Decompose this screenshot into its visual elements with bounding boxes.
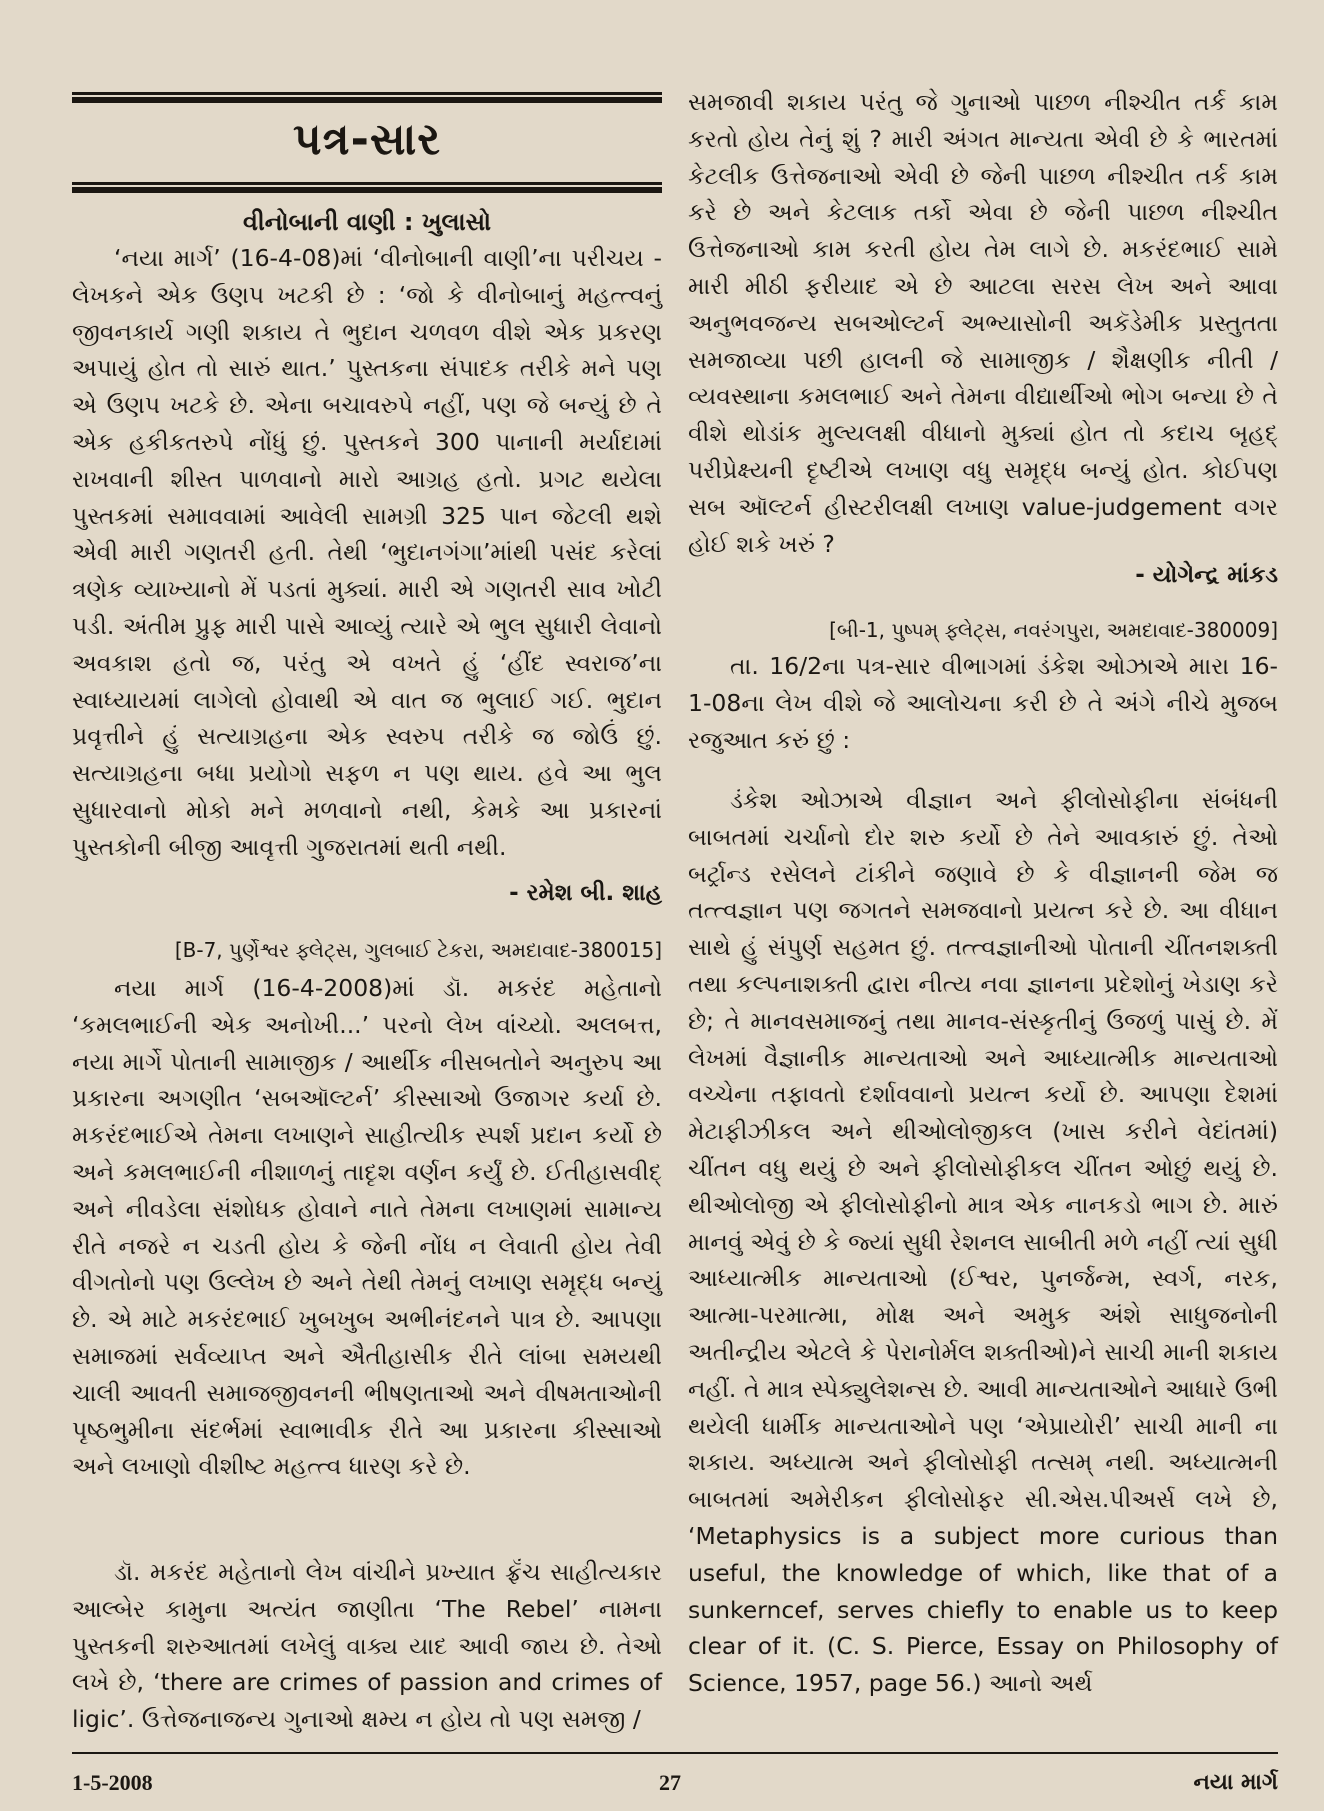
footer-date: 1-5-2008 [72, 1770, 153, 1795]
page-title: પત્ર-સાર [292, 114, 442, 165]
letter3-intro: તા. 16/2ના પત્ર-સાર વીભાગમાં ડંકેશ ઓઝાએ મારા 16-1-08ના લેખ વીશે જે આલોચના કરી છે તે અંગે નીચે મુજબ રજુઆત કરું છું : [688, 652, 1278, 754]
letter1-heading: વીનોબાની વાણી : ખુલાસો [242, 208, 492, 236]
footer-page-number: 27 [659, 1770, 681, 1795]
letter2-address: [બી-1, પુષ્પમ્ ફ્લેટ્સ, નવરંગપુરા, અમદાવાદ-380009] [829, 618, 1278, 642]
letter3-body: ડંકેશ ઓઝાએ વીજ્ઞાન અને ફીલોસોફીના સંબંધની બાબતમાં ચર્ચાનો દોર શરુ કર્યો છે તેને આવકારું છું. તેઓ બર્ટ્રાન્ડ રસેલને ટાંકીને જણાવે છે કે વીજ્ઞાનની જેમ જ તત્ત્વજ્ઞાન પણ જગતને સમજવાનો પ્રયત્ન કરે છે. આ વીધાન સાથે હું સંપુર્ણ સહમત છું. તત્ત્વજ્ઞાનીઓ પોતાની ચીંતનશક્તી તથા કલ્પનાશક્તી દ્વારા નીત્ય નવા જ્ઞાનના પ્રદેશોનું ખેડાણ કરે છે; તે માનવસમાજનું તથા માનવ-સંસ્કૃતીનું ઉજળું પાસું છે. મેં લેખમાં વૈજ્ઞાનીક માન્યતાઓ અને આધ્યાત્મીક માન્યતાઓ વચ્ચેના તફાવતો દર્શાવવાનો પ્રયત્ન કર્યો છે. આપણા દેશમાં મેટાફીઝીકલ અને થીઓલોજીકલ (ખાસ કરીને વેદાંતમાં) ચીંતન વધુ થયું છે અને ફીલોસોફીકલ ચીંતન ઓછું થયું છે. થીઓલોજી એ ફીલોસોફીનો માત્ર એક નાનકડો ભાગ છે. મારું માનવું એવું છે કે જ્યાં સુધી રેશનલ સાબીતી મળે નહીં ત્યાં સુધી આધ્યાત્મીક માન્યતાઓ (ઈશ્વર, પુનર્જન્મ, સ્વર્ગ, નરક, આત્મા-પરમાત્મા, મોક્ષ અને અમુક અંશે સાધુજનોની અતીન્દ્રીય એટલે કે પેરાનોર્મલ શક્તીઓ)ને સાચી માની શકાય નહીં. તે માત્ર સ્પેક્યુલેશન્સ છે. આવી માન્યતાઓને આધારે ઉભી થયેલી ધાર્મીક માન્યતાઓને પણ ‘એપ્રાયોરી’ સાચી માની ના શકાય. અધ્યાત્મ અને ફીલોસોફી તત્સમ્ નથી. અધ્યાત્મની બાબતમાં અમેરીકન ફીલોસોફર સી.એસ.પીઅર્સ લખે છે, ‘Metaphysics is a subject more curious than useful, the knowledge of which, like that of a sunkerncef, serves chiefly to enable us to keep clear of it. (C. S. Pierce, Essay on Philosophy of Science, 1957, page 56.) આનો અર્થ [688, 786, 1278, 1698]
letter2-body-left-2: ડૉ. મકરંદ મહેતાનો લેખ વાંચીને પ્રખ્યાત ફ્રૅંચ સાહીત્યકાર આલ્બેર કામુના અત્યંત જાણીતા ‘The Rebel’ નામના પુસ્તકની શરુઆતમાં લખેલું વાક્ય યાદ આવી જાય છે. તેઓ લખે છે, ‘there are crimes of passion and crimes of ligic’. ઉત્તેજનાજન્ય ગુનાઓ ક્ષમ્ય ન હોય તો પણ સમજી / [72, 1558, 662, 1734]
footer-rule [72, 1752, 1278, 1754]
header-rule-bottom [72, 182, 662, 185]
header-rule-top [72, 92, 662, 95]
letter2-signature: - યોગેન્દ્ર માંકડ [1135, 562, 1278, 588]
footer-magazine-name: નયા માર્ગ [1193, 1770, 1278, 1795]
letter1-address: [B-7, પુર્ણેશ્વર ફ્લેટ્સ, ગુલબાઈ ટેકરા, અમદાવાદ-380015] [174, 938, 662, 962]
letter2-body-left-1: નયા માર્ગ (16-4-2008)માં ડૉ. મકરંદ મહેતાનો ‘કમલભાઈની એક અનોખી...’ પરનો લેખ વાંચ્યો. અલબત્ત, નયા માર્ગે પોતાની સામાજીક / આર્થીક નીસબતોને અનુરુપ આ પ્રકારના અગણીત ‘સબઑલ્ટર્ન’ કીસ્સાઓ ઉજાગર કર્યા છે. મકરંદભાઈએ તેમના લખાણને સાહીત્યીક સ્પર્શ પ્રદાન કર્યો છે અને કમલભાઈની નીશાળનું તાદૃશ વર્ણન કર્યું છે. ઈતીહાસવીદ્ અને નીવડેલા સંશોધક હોવાને નાતે તેમના લખાણમાં સામાન્ય રીતે નજરે ન ચડતી હોય કે જેની નોંધ ન લેવાતી હોય તેવી વીગતોનો પણ ઉલ્લેખ છે અને તેથી તેમનું લખાણ સમૃદ્ધ બન્યું છે. એ માટે મકરંદભાઈ ખુબખુબ અભીનંદનને પાત્ર છે. આપણા સમાજમાં સર્વવ્યાપ્ત અને ઐતીહાસીક રીતે લાંબા સમયથી ચાલી આવતી સમાજજીવનની ભીષણતાઓ અને વીષમતાઓની પૃષ્ઠભુમીના સંદર્ભમાં સ્વાભાવીક રીતે આ પ્રકારના કીસ્સાઓ અને લખાણો વીશીષ્ટ મહત્ત્વ ધારણ કરે છે. [72, 974, 662, 1481]
letter1-body: ‘નયા માર્ગ’ (16-4-08)માં ‘વીનોબાની વાણી’ના પરીચય - લેખકને એક ઉણપ ખટકી છે : ‘જો કે વીનોબાનું મહત્ત્વનું જીવનકાર્ય ગણી શકાય તે ભુદાન ચળવળ વીશે એક પ્રકરણ અપાયું હોત તો સારું થાત.’ પુસ્તકના સંપાદક તરીકે મને પણ એ ઉણપ ખટકે છે. એના બચાવરુપે નહીં, પણ જે બન્યું છે તે એક હકીકતરુપે નોંધું છું. પુસ્તકને 300 પાનાની મર્યાદામાં રાખવાની શીસ્ત પાળવાનો મારો આગ્રહ હતો. પ્રગટ થયેલા પુસ્તકમાં સમાવવામાં આવેલી સામગ્રી 325 પાન જેટલી થશે એવી મારી ગણતરી હતી. તેથી ‘ભુદાનગંગા’માંથી પસંદ કરેલાં ત્રણેક વ્યાખ્યાનો મેં પડતાં મુક્યાં. મારી એ ગણતરી સાવ ખોટી પડી. અંતીમ પ્રુફ મારી પાસે આવ્યું ત્યારે એ ભુલ સુધારી લેવાનો અવકાશ હતો જ, પરંતુ એ વખતે હું ‘હીંદ સ્વરાજ’ના સ્વાધ્યાયમાં લાગેલો હોવાથી એ વાત જ ભુલાઈ ગઈ. ભુદાન પ્રવૃત્તીને હું સત્યાગ્રહના એક સ્વરુપ તરીકે જ જોઉં છું. સત્યાગ્રહના બધા પ્રયોગો સફળ ન પણ થાય. હવે આ ભુલ સુધારવાનો મોકો મને મળવાનો નથી, કેમકે આ પ્રકારનાં પુસ્તકોની બીજી આવૃત્તી ગુજરાતમાં થતી નથી. [72, 244, 662, 861]
letter2-body-right: સમજાવી શકાય પરંતુ જે ગુનાઓ પાછળ નીશ્ચીત તર્ક કામ કરતો હોય તેનું શું ? મારી અંગત માન્યતા એવી છે કે ભારતમાં કેટલીક ઉત્તેજનાઓ એવી છે જેની પાછળ નીશ્ચીત તર્ક કામ કરે છે અને કેટલાક તર્કો એવા છે જેની પાછળ નીશ્ચીત ઉત્તેજનાઓ કામ કરતી હોય તેમ લાગે છે. મકરંદભાઈ સામે મારી મીઠી ફરીયાદ એ છે આટલા સરસ લેખ અને આવા અનુભવજન્ય સબઓલ્ટર્ન અભ્યાસોની અકૅડેમીક પ્રસ્તુતતા સમજાવ્યા પછી હાલની જે સામાજીક / શૈક્ષણીક નીતી / વ્યવસ્થાના કમલભાઈ અને તેમના વીદ્યાર્થીઓ ભોગ બન્યા છે તે વીશે થોડાંક મુલ્યલક્ષી વીધાનો મુક્યાં હોત તો કદાચ બૃહદ્ પરીપ્રેક્ષ્યની દૃષ્ટીએ લખાણ વધુ સમૃદ્ધ બન્યું હોત. કોઈપણ સબ ઑલ્ટર્ન હીસ્ટરીલક્ષી લખાણ value-judgement વગર હોઈ શકે ખરું ? [688, 88, 1278, 558]
header-rule-bottom-thick [72, 187, 662, 193]
header-rule-top-thick [72, 97, 662, 103]
letter1-signature: - રમેશ બી. શાહ [509, 880, 662, 906]
